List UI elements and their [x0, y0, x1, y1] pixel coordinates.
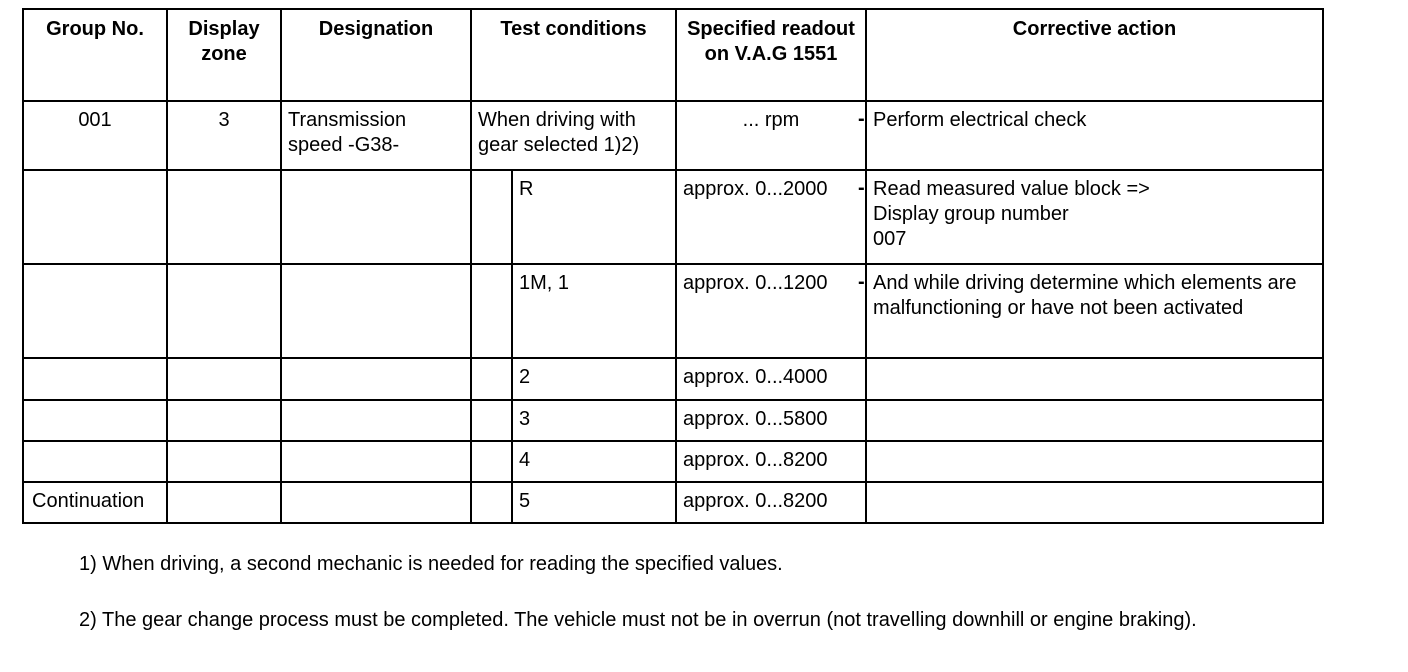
cell-group-no: Continuation: [23, 482, 167, 523]
cell-action: [866, 400, 1323, 441]
cell-designation: [281, 358, 471, 400]
cell-designation: [281, 441, 471, 482]
header-corrective-action: Corrective action: [866, 9, 1323, 101]
cell-action: [858, 170, 1323, 264]
header-row: [23, 9, 1323, 101]
cell-display-zone: [167, 264, 281, 358]
header-designation: Designation: [281, 9, 471, 101]
cell-indent: [471, 170, 512, 264]
cell-readout: approx. 0...4000: [676, 358, 866, 400]
cell-readout: approx. 0...8200: [676, 441, 866, 482]
cell-action: [858, 264, 1323, 358]
table-row: [23, 441, 1323, 482]
table-row: [23, 170, 1323, 264]
action-text: Display group number: [873, 203, 1069, 225]
action-item: [858, 177, 1316, 252]
cell-readout: approx. 0...2000: [676, 170, 866, 264]
cell-gear: 3: [512, 400, 676, 441]
table-row: [23, 358, 1323, 400]
cell-readout: approx. 0...8200: [676, 482, 866, 523]
cell-group-no: [23, 400, 167, 441]
cell-display-zone: [167, 170, 281, 264]
footnote-2: 2) The gear change process must be completed. The vehicle must not be in overrun (not travelling downhill or engine braking).: [79, 609, 1197, 631]
cell-display-zone: [167, 482, 281, 523]
table-row: [23, 400, 1323, 441]
cell-gear: 4: [512, 441, 676, 482]
cell-designation: [281, 264, 471, 358]
action-text: Read measured value block =>: [873, 178, 1150, 200]
cell-action: [858, 101, 1323, 170]
cell-gear: R: [512, 170, 676, 264]
cell-action: [866, 482, 1323, 523]
cell-readout: approx. 0...1200: [676, 264, 866, 358]
cell-display-zone: [167, 441, 281, 482]
cell-readout: approx. 0...5800: [676, 400, 866, 441]
cell-group-no: [23, 358, 167, 400]
table-row: [23, 482, 1323, 523]
cell-display-zone: 3: [167, 101, 281, 170]
footnote-1: 1) When driving, a second mechanic is needed for reading the specified values.: [79, 553, 783, 575]
measured-value-table: [22, 8, 1324, 524]
cell-indent: [471, 358, 512, 400]
header-specified-readout: Specified readout on V.A.G 1551: [676, 9, 866, 101]
cell-group-no: [23, 264, 167, 358]
table-row: [23, 101, 1323, 170]
cell-gear: 1M, 1: [512, 264, 676, 358]
header-test-conditions: Test conditions: [471, 9, 676, 101]
cell-designation: [281, 482, 471, 523]
cell-designation: Transmission speed -G38-: [281, 101, 471, 170]
dash-bullet: -: [858, 271, 865, 293]
cell-action: [866, 358, 1323, 400]
cell-indent: [471, 441, 512, 482]
dash-bullet: -: [858, 108, 865, 130]
cell-indent: [471, 264, 512, 358]
cell-action: [866, 441, 1323, 482]
header-display-zone: Display zone: [167, 9, 281, 101]
dash-bullet: -: [858, 177, 865, 199]
cell-group-no: [23, 441, 167, 482]
cell-readout: ... rpm: [676, 101, 866, 170]
action-text: 007: [873, 228, 907, 250]
cell-designation: [281, 170, 471, 264]
cell-display-zone: [167, 400, 281, 441]
cell-designation: [281, 400, 471, 441]
cell-indent: [471, 482, 512, 523]
action-item: [858, 108, 1316, 133]
cell-gear: 5: [512, 482, 676, 523]
cell-group-no: 001: [23, 101, 167, 170]
cell-test-conditions: When driving with gear selected 1)2): [471, 101, 676, 170]
cell-group-no: [23, 170, 167, 264]
action-text: And while driving determine which elements are malfunctioning or have not been activated: [873, 272, 1297, 319]
cell-gear: 2: [512, 358, 676, 400]
header-group-no: Group No.: [23, 9, 167, 101]
action-text: Perform electrical check: [873, 109, 1087, 131]
action-item: [858, 271, 1316, 321]
cell-display-zone: [167, 358, 281, 400]
cell-indent: [471, 400, 512, 441]
table-row: [23, 264, 1323, 358]
